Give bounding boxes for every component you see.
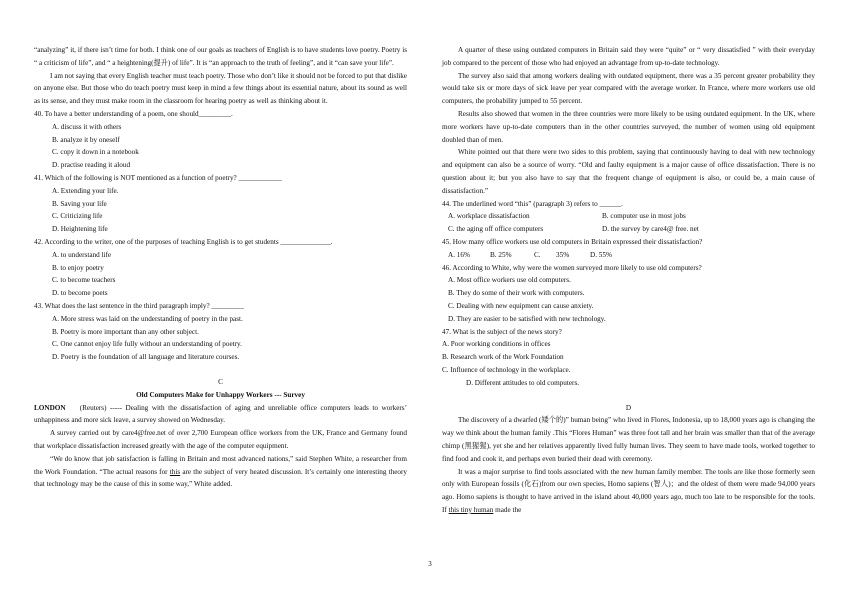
quote-text-start: “We do know that job satisfaction is falling in Britain and most advanced nations,” said Stephen White, a researcher from the Work Foundation. “The actual reasons for bbox=[34, 454, 407, 476]
underlined-word-this: this bbox=[169, 467, 181, 476]
option-b[interactable]: B. Poetry is more important than any other subject. bbox=[52, 327, 199, 336]
question-stem: 40. To have a better understanding of a poem, one should_________. bbox=[34, 109, 233, 118]
underlined-phrase-tiny-human: this tiny human bbox=[448, 505, 494, 514]
paragraph-white-quote bbox=[34, 453, 407, 491]
dateline-text: (Reuters) ----- Dealing with the dissatisfaction of aging and unreliable office computers leads to workers’ unhappiness and more sick leave, a survey showed on Wednesday. bbox=[34, 403, 408, 425]
question-46 bbox=[442, 262, 815, 326]
option-row bbox=[442, 249, 815, 262]
question-stem: 44. The underlined word “this” (paragraph 3) refers to ______. bbox=[442, 199, 623, 208]
option-d[interactable]: D. Different attitudes to old computers. bbox=[466, 378, 580, 387]
question-47 bbox=[442, 326, 815, 390]
question-43 bbox=[34, 300, 407, 364]
option-c[interactable]: C. Influence of technology in the workplace. bbox=[442, 365, 571, 374]
option-d[interactable]: D. Heightening life bbox=[52, 225, 108, 234]
paragraph-quarter: A quarter of these using outdated computers in Britain said they were “quite” or “ very dissatisfied ” with their everyday job compared to the percent of those who had enjoyed an advantage from up-to-date technology. bbox=[442, 46, 815, 67]
option-c[interactable]: C. copy it down in a notebook bbox=[52, 148, 139, 157]
option-row bbox=[442, 223, 815, 236]
paragraph-not-saying: I am not saying that every English teacher must teach poetry. Those who don’t like it should not be forced to put that dislike on anyone else. But those who do teach poetry must keep in mind a few things about its essential nature, about its sound as well as its sense, and they must make room in the classroom for hearing poetry as well as thinking about it. bbox=[34, 71, 407, 106]
dateline: LONDON bbox=[34, 403, 66, 412]
paragraph-tools bbox=[442, 466, 815, 517]
option-d[interactable]: D. Poetry is the foundation of all language and literature courses. bbox=[52, 353, 240, 362]
question-44 bbox=[442, 198, 815, 236]
paragraph-flores-discovery: The discovery of a dwarfed (矮个的)” human being” who lived in Flores, Indonesia, up to 18,000 years ago is changing the way we think about the human family .This “Flores Human” was three foot tall and her brain was smaller than that of the average chimp (黑猩猩), yet she and her relatives apparently lived fully human lives. They seem to have made tools, worked together to find food and cook it, and perhaps even buried their dead with ceremony. bbox=[442, 416, 815, 463]
question-stem: 45. How many office workers use old computers in Britain expressed their dissatisfaction? bbox=[442, 237, 703, 246]
section-letter-d: D bbox=[625, 403, 632, 412]
option-b[interactable]: B. They do some of their work with computers. bbox=[448, 289, 585, 298]
tools-text-start: It was a major surprise to find tools associated with the new human family member. The tools are like those formerly seen only with European fossils (化石)from our own species, Homo sapiens (智人)；and the oldest of them were made 94,000 years ago. Homo sapiens is thought to have arrived in the island about 40,000 years ago, much too late to be responsible for the tools. If bbox=[442, 467, 815, 514]
option-d[interactable]: D. 55% bbox=[590, 250, 612, 259]
question-42 bbox=[34, 236, 407, 300]
option-a[interactable]: A. More stress was laid on the understanding of poetry in the past. bbox=[52, 314, 243, 323]
paragraph-women: Results also showed that women in the three countries were more likely to be using outdated equipment. In the UK, where more workers have up-to-date computers than in the other countries surveyed, the number of women using old equipment doubled than of men. bbox=[442, 109, 815, 144]
right-column bbox=[442, 44, 815, 517]
left-column bbox=[34, 44, 407, 491]
option-a[interactable]: A. discuss it with others bbox=[52, 122, 122, 131]
option-a[interactable]: A. Extending your life. bbox=[52, 186, 119, 195]
question-stem: 41. Which of the following is NOT mentioned as a function of poetry? ____________ bbox=[34, 173, 282, 182]
paragraph-poetry-goals: “analyzing” it, if there isn’t time for both. I think one of our goals as teachers of English is to have students love poetry. Poetry is “ a criticism of life”, and “ a heightening(提升) of life”. It is “an approach to the truth of feeling”, and it “can save your life”. bbox=[34, 46, 407, 67]
article-title: Old Computers Make for Unhappy Workers --- Survey bbox=[136, 390, 305, 399]
section-letter-c: C bbox=[218, 377, 223, 386]
question-stem: 46. According to White, why were the women surveyed more likely to use old computers? bbox=[442, 263, 702, 272]
paragraph-sick-leave: The survey also said that among workers dealing with outdated equipment, there was a 35 percent greater probability they would take six or more days of sick leave per year compared with the average worker. In France, where more workers use old computers, the probability jumped to 55 percent. bbox=[442, 71, 815, 106]
question-40 bbox=[34, 108, 407, 172]
option-c[interactable]: C. the aging off office computers bbox=[448, 225, 544, 234]
question-stem: 43. What does the last sentence in the third paragraph imply? _________ bbox=[34, 301, 244, 310]
page-number: 3 bbox=[428, 560, 432, 568]
question-stem: 47. What is the subject of the news story? bbox=[442, 327, 562, 336]
question-45 bbox=[442, 236, 815, 262]
option-d[interactable]: D. practise reading it aloud bbox=[52, 161, 131, 170]
quote-text-end: are the subject of very heated discussion. It’s certainly one interesting theory that technology may be the cause of this in some way,” White added. bbox=[34, 467, 407, 489]
paragraph-two-sides: White pointed out that there were two sides to this problem, saying that continuously having to deal with new technology and equipment can also be a source of worry. “Old and faulty equipment is a major cause of office dissatisfaction. There is no question about it; but you also have to say that the frequent change of equipment is also, or could be, a main cause of dissatisfaction.” bbox=[442, 148, 815, 195]
option-c[interactable]: C. Dealing with new equipment can cause anxiety. bbox=[448, 301, 594, 310]
option-c[interactable]: C. bbox=[534, 250, 541, 259]
option-c[interactable]: C. to become teachers bbox=[52, 276, 116, 285]
question-stem: 42. According to the writer, one of the purposes of teaching English is to get students ______________. bbox=[34, 237, 333, 246]
tools-text-end: made the bbox=[493, 505, 522, 514]
option-a[interactable]: A. workplace dissatisfaction bbox=[448, 212, 530, 221]
option-a[interactable]: A. to understand life bbox=[52, 250, 112, 259]
option-b[interactable]: B. to enjoy poetry bbox=[52, 263, 104, 272]
option-c-value: 35% bbox=[556, 250, 570, 259]
option-b[interactable]: B. analyze it by oneself bbox=[52, 135, 120, 144]
option-d[interactable]: D. They are easier to be satisfied with new technology. bbox=[448, 314, 606, 323]
option-d[interactable]: D. the survey by care4@ free. net bbox=[602, 225, 699, 234]
option-b[interactable]: B. computer use in most jobs bbox=[602, 212, 686, 221]
option-b[interactable]: B. 25% bbox=[490, 250, 512, 259]
option-row bbox=[442, 210, 815, 223]
option-c[interactable]: C. Criticizing life bbox=[52, 212, 103, 221]
option-a[interactable]: A. 16% bbox=[448, 250, 470, 259]
option-b[interactable]: B. Saving your life bbox=[52, 199, 107, 208]
option-a[interactable]: A. Most office workers use old computers. bbox=[448, 276, 571, 285]
option-d[interactable]: D. to become poets bbox=[52, 289, 108, 298]
option-c[interactable]: C. One cannot enjoy life fully without an understanding of poetry. bbox=[52, 340, 242, 349]
option-b[interactable]: B. Research work of the Work Foundation bbox=[442, 353, 564, 362]
option-a[interactable]: A. Poor working conditions in offices bbox=[442, 340, 551, 349]
paragraph-london bbox=[34, 402, 407, 428]
paragraph-survey: A survey carried out by care4@free.net of over 2,700 European office workers from the UK, France and Germany found that workplace dissatisfaction increased greatly with the age of the computer equipment. bbox=[34, 429, 407, 450]
question-41 bbox=[34, 172, 407, 236]
